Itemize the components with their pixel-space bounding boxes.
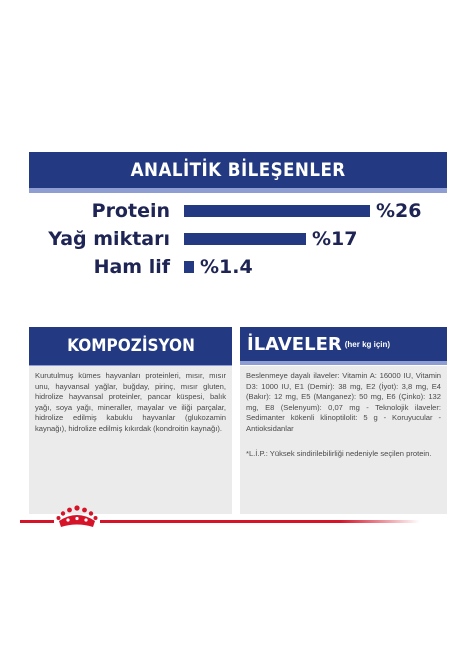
composition-text: Kurutulmuş kümes hayvanları proteinleri, mısır, mısır unu, hayvansal yağlar, buğday, pirinç, mısır gluten, hidrolize hayvansal proteinler, pancar küspesi, balık yağı, soya yağı, mineraller, mayalar ve iliği parçalar, hidrolize edilmiş kabuklu hayvanlar (glukozamin kaynağı), hidrolize edilmiş kıkırdak (kondroitin kaynağı). bbox=[35, 371, 226, 433]
crown-logo-icon bbox=[55, 505, 99, 529]
nutrient-label: Yağ miktarı bbox=[48, 228, 170, 250]
brand-line-left bbox=[20, 520, 54, 523]
nutrient-row-fat bbox=[0, 226, 476, 252]
nutrient-label: Ham lif bbox=[93, 256, 170, 278]
nutrient-value: %26 bbox=[376, 200, 422, 222]
nutrient-bar bbox=[184, 261, 194, 273]
composition-header bbox=[29, 327, 232, 369]
additives-text: Beslenmeye dayalı ilaveler: Vitamin A: 16000 IU, Vitamin D3: 1000 IU, E1 (Demir): 38 mg, E2 (İyot): 3,8 mg, E4 (Bakır): 12 mg, E5 (Manganez): 50 mg, E6 (Çinko): 132 mg, E8 (Selenyum): 0,07 mg - Teknolojik ilaveler: Sedimanter kökenli klinoptilolit: 5 g - Koruyucular - Antioksidanlar bbox=[246, 371, 441, 433]
nutrient-bar bbox=[184, 233, 306, 245]
nutrient-row-fiber bbox=[0, 254, 476, 280]
additives-header bbox=[240, 327, 447, 365]
nutrient-bar bbox=[184, 205, 370, 217]
brand-line-right bbox=[100, 520, 420, 523]
additives-title: İLAVELER bbox=[247, 333, 342, 355]
nutrient-row-protein bbox=[0, 198, 476, 224]
nutrient-label: Protein bbox=[91, 200, 170, 222]
nutrient-value: %17 bbox=[312, 228, 358, 250]
additives-subtitle: (her kg için) bbox=[344, 339, 391, 349]
additives-note: *L.İ.P.: Yüksek sindirilebilirliği nedeniyle seçilen protein. bbox=[246, 448, 432, 458]
composition-body bbox=[29, 366, 232, 514]
analytic-header-title: ANALİTİK BİLEŞENLER bbox=[130, 159, 346, 181]
nutrient-value: %1.4 bbox=[200, 256, 253, 278]
analytic-header-band bbox=[29, 152, 447, 193]
additives-body bbox=[240, 366, 447, 514]
composition-title: KOMPOZİSYON bbox=[66, 336, 195, 356]
